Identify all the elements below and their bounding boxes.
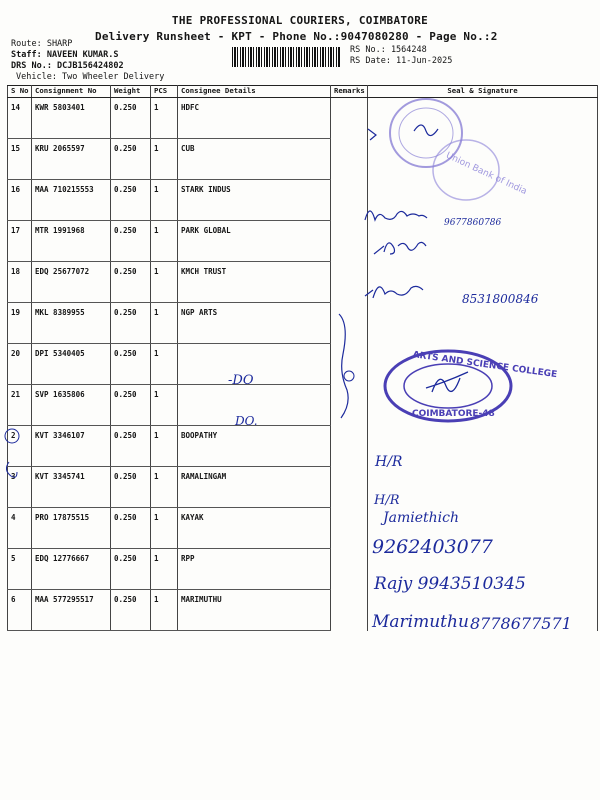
barcode — [232, 47, 340, 67]
table-row — [8, 98, 598, 139]
handwritten-name-row-6: Marimuthu — [372, 612, 469, 632]
staff-label: Staff: NAVEEN KUMAR.S — [11, 50, 119, 60]
cell-pcs: 1 — [151, 98, 178, 139]
handwritten-phone-row-4: 9262403077 — [372, 536, 493, 558]
cell-sno: 15 — [8, 139, 32, 180]
cell-pcs: 1 — [151, 590, 178, 631]
handwritten-phone-16: 9677860786 — [444, 218, 502, 228]
college-stamp-bottom-text: COIMBATORE-48 — [412, 409, 495, 419]
cell-consignee: HDFC — [178, 98, 331, 139]
col-header-consignment: Consignment No — [32, 86, 111, 98]
signature-row-18 — [362, 278, 442, 304]
cell-consignment: KVT 3345741 — [32, 467, 111, 508]
cell-seal — [368, 467, 598, 508]
cell-weight: 0.250 — [111, 385, 151, 426]
cell-pcs: 1 — [151, 467, 178, 508]
cell-consignee: MARIMUTHU — [178, 590, 331, 631]
cell-consignee: CUB — [178, 139, 331, 180]
college-stamp — [382, 348, 558, 424]
cell-pcs: 1 — [151, 549, 178, 590]
signature-row-17 — [372, 232, 442, 260]
company-title: THE PROFESSIONAL COURIERS, COIMBATORE — [171, 14, 429, 27]
col-header-remarks: Remarks — [331, 86, 368, 98]
cell-sno: 14 — [8, 98, 32, 139]
circle-marks — [3, 428, 23, 488]
handwritten-hr-row-2: H/R — [375, 454, 403, 470]
cell-weight: 0.250 — [111, 426, 151, 467]
cell-pcs: 1 — [151, 180, 178, 221]
drs-number: DRS No.: DCJB156424802 — [11, 61, 124, 71]
table-row — [8, 467, 598, 508]
cell-remarks — [331, 549, 368, 590]
cell-consignee: PARK GLOBAL — [178, 221, 331, 262]
cell-weight: 0.250 — [111, 139, 151, 180]
rs-number: RS No.: 1564248 — [350, 45, 427, 55]
cell-consignment: PRO 17875515 — [32, 508, 111, 549]
table-row — [8, 221, 598, 262]
handwritten-note-row-5: Rajy 9943510345 — [374, 574, 526, 594]
cell-pcs: 1 — [151, 221, 178, 262]
table-row — [8, 139, 598, 180]
col-header-sno: S No — [8, 86, 32, 98]
cell-sno: 18 — [8, 262, 32, 303]
rs-date: RS Date: 11-Jun-2025 — [350, 56, 453, 66]
signature-row-16 — [362, 200, 442, 228]
cell-consignment: KWR 5803401 — [32, 98, 111, 139]
cell-consignment: EDQ 12776667 — [32, 549, 111, 590]
cell-consignment: KVT 3346107 — [32, 426, 111, 467]
cell-sno: 19 — [8, 303, 32, 344]
cell-sno: 20 — [8, 344, 32, 385]
runsheet-title: Delivery Runsheet - KPT - Phone No.:9047080280 - Page No.:2 — [95, 30, 498, 43]
bracket-mark — [325, 312, 360, 422]
handwritten-hr-row-3: H/R — [374, 493, 400, 508]
cell-sno: 3 — [8, 467, 32, 508]
route-label: Route: SHARP — [11, 39, 73, 49]
cell-sno: 16 — [8, 180, 32, 221]
vehicle-label: Vehicle: Two Wheeler Delivery — [16, 72, 165, 82]
bank-stamp — [386, 95, 529, 205]
cell-pcs: 1 — [151, 344, 178, 385]
cell-pcs: 1 — [151, 508, 178, 549]
cell-consignment: MTR 1991968 — [32, 221, 111, 262]
cell-sno: 6 — [8, 590, 32, 631]
cell-remarks — [331, 590, 368, 631]
cell-consignee: KAYAK — [178, 508, 331, 549]
cell-consignment: DPI 5340405 — [32, 344, 111, 385]
cell-consignment: MKL 8389955 — [32, 303, 111, 344]
college-stamp-top-text: ARTS AND SCIENCE COLLEGE — [411, 350, 558, 381]
table-row — [8, 303, 598, 344]
handwritten-phone-18: 8531800846 — [462, 292, 539, 306]
cell-remarks — [331, 467, 368, 508]
ditto-mark-20: -DO — [228, 373, 254, 388]
handwritten-name-row-4: Jamiethich — [383, 510, 459, 526]
cell-pcs: 1 — [151, 426, 178, 467]
col-header-weight: Weight — [111, 86, 151, 98]
cell-consignment: MAA 577295517 — [32, 590, 111, 631]
cell-sno: 2 — [8, 426, 32, 467]
ditto-mark-21: DO. — [235, 414, 258, 428]
cell-weight: 0.250 — [111, 180, 151, 221]
cell-remarks — [331, 139, 368, 180]
table-row — [8, 426, 598, 467]
cell-weight: 0.250 — [111, 590, 151, 631]
table-header-row — [8, 86, 598, 98]
cell-weight: 0.250 — [111, 98, 151, 139]
cell-consignment: SVP 1635806 — [32, 385, 111, 426]
cell-consignee: RAMALINGAM — [178, 467, 331, 508]
cell-seal — [368, 303, 598, 344]
cell-consignment: MAA 710215553 — [32, 180, 111, 221]
cell-weight: 0.250 — [111, 221, 151, 262]
cell-pcs: 1 — [151, 385, 178, 426]
cell-weight: 0.250 — [111, 508, 151, 549]
col-header-pcs: PCS — [151, 86, 178, 98]
cell-consignee: RPP — [178, 549, 331, 590]
cell-weight: 0.250 — [111, 467, 151, 508]
cell-sno: 21 — [8, 385, 32, 426]
table-row — [8, 508, 598, 549]
cell-consignee: BOOPATHY — [178, 426, 331, 467]
cell-remarks — [331, 426, 368, 467]
cell-consignment: KRU 2065597 — [32, 139, 111, 180]
cell-consignee — [178, 344, 331, 385]
cell-pcs: 1 — [151, 303, 178, 344]
cell-weight: 0.250 — [111, 344, 151, 385]
cell-sno: 17 — [8, 221, 32, 262]
cell-consignee: NGP ARTS — [178, 303, 331, 344]
cell-sno: 5 — [8, 549, 32, 590]
col-header-seal-signature: Seal & Signature — [368, 86, 598, 98]
cell-sno: 4 — [8, 508, 32, 549]
cell-pcs: 1 — [151, 262, 178, 303]
cell-remarks — [331, 98, 368, 139]
cell-consignee: STARK INDUS — [178, 180, 331, 221]
col-header-consignee: Consignee Details — [178, 86, 331, 98]
handwritten-phone-row-6: 8778677571 — [470, 614, 572, 633]
cell-pcs: 1 — [151, 139, 178, 180]
cell-weight: 0.250 — [111, 303, 151, 344]
bank-stamp-text: Union Bank of India — [444, 150, 529, 198]
cell-weight: 0.250 — [111, 549, 151, 590]
cell-consignment: EDQ 25677072 — [32, 262, 111, 303]
cell-remarks — [331, 508, 368, 549]
cell-consignee: KMCH TRUST — [178, 262, 331, 303]
cell-weight: 0.250 — [111, 262, 151, 303]
